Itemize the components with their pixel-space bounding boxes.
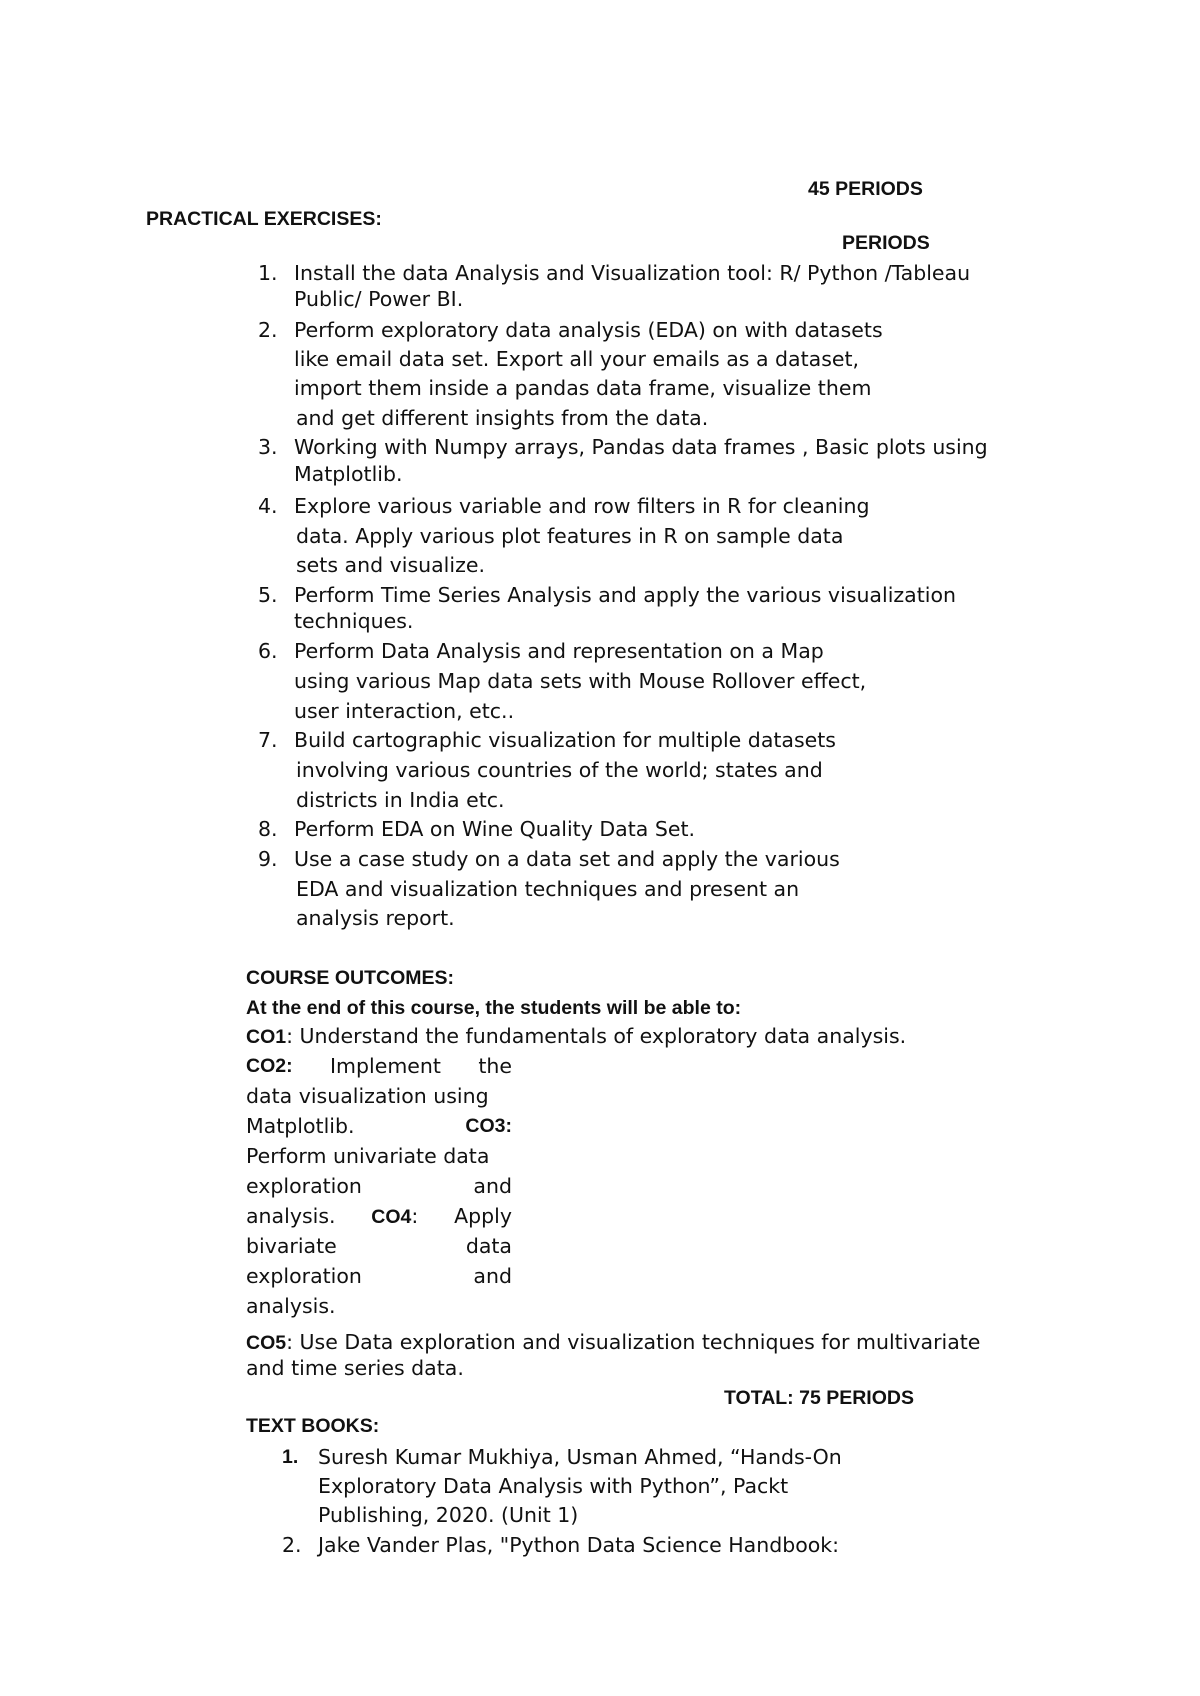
- justified-line: [246, 1261, 512, 1291]
- co5-line-2: and time series data.: [246, 1356, 464, 1380]
- co4-label: CO4: [371, 1206, 412, 1228]
- list-item-line: Exploratory Data Analysis with Python”, Packt: [318, 1474, 789, 1498]
- word: exploration: [246, 1264, 362, 1288]
- list-item-line: Explore various variable and row filters in R for cleaning: [294, 494, 870, 518]
- list-item-line: data. Apply various plot features in R on sample data: [296, 524, 844, 548]
- list-item-line: Matplotlib.: [294, 462, 403, 486]
- co1-label: CO1: [246, 1026, 287, 1048]
- list-item-line: Jake Vander Plas, "Python Data Science Handbook:: [318, 1533, 840, 1557]
- list-item-line: involving various countries of the world; states and: [296, 758, 823, 782]
- word: :: [411, 1204, 419, 1228]
- list-item-line: Working with Numpy arrays, Pandas data frames , Basic plots using: [294, 435, 988, 459]
- text-books-heading: TEXT BOOKS:: [246, 1415, 380, 1437]
- list-item-line: Use a case study on a data set and apply the various: [294, 847, 840, 871]
- justified-line: [246, 1081, 512, 1111]
- word: data visualization using: [246, 1084, 489, 1108]
- list-item-line: import them inside a pandas data frame, visualize them: [294, 376, 872, 400]
- list-item-number: 9.: [258, 847, 278, 871]
- word: analysis.: [246, 1204, 336, 1228]
- list-item-number: 3.: [258, 435, 278, 459]
- list-item-line: Public/ Power BI.: [294, 287, 464, 311]
- co5-line: [246, 1329, 980, 1356]
- list-item-line: districts in India etc.: [296, 788, 505, 812]
- course-outcomes-heading: COURSE OUTCOMES:: [246, 967, 455, 989]
- total-periods: TOTAL: 75 PERIODS: [724, 1387, 914, 1409]
- list-item-line: Perform Time Series Analysis and apply the various visualization: [294, 583, 956, 607]
- co5-label: CO5: [246, 1332, 287, 1354]
- theory-periods: 45 PERIODS: [808, 178, 923, 200]
- list-item-line: using various Map data sets with Mouse Rollover effect,: [294, 669, 867, 693]
- practical-exercises-heading: PRACTICAL EXERCISES:: [146, 208, 382, 230]
- list-item-line: Perform exploratory data analysis (EDA) on with datasets: [294, 318, 883, 342]
- list-item-line: Suresh Kumar Mukhiya, Usman Ahmed, “Hands-On: [318, 1445, 842, 1469]
- justified-line: [246, 1111, 512, 1141]
- justified-line: [246, 1171, 512, 1201]
- list-item-line: and get different insights from the data.: [296, 406, 709, 430]
- word: analysis.: [246, 1294, 336, 1318]
- word: and: [473, 1174, 512, 1198]
- word: bivariate: [246, 1234, 337, 1258]
- course-outcomes-intro: At the end of this course, the students will be able to:: [246, 997, 742, 1019]
- list-item-number: 5.: [258, 583, 278, 607]
- list-item-number: 8.: [258, 817, 278, 841]
- list-item-number: 7.: [258, 728, 278, 752]
- justified-line: [246, 1291, 512, 1321]
- list-item-number: 1.: [258, 261, 278, 285]
- co2-co4-justified-block: [246, 1051, 512, 1321]
- list-item-line: analysis report.: [296, 906, 455, 930]
- list-item-line: Install the data Analysis and Visualization tool: R/ Python /Tableau: [294, 261, 971, 285]
- list-item-line: user interaction, etc..: [294, 699, 515, 723]
- justified-line: [246, 1051, 512, 1081]
- co1-text: : Understand the fundamentals of exploratory data analysis.: [286, 1024, 907, 1048]
- list-item-line: Build cartographic visualization for multiple datasets: [294, 728, 836, 752]
- word: the: [478, 1054, 512, 1078]
- list-item-line: Publishing, 2020. (Unit 1): [318, 1503, 579, 1527]
- co3-label: CO3:: [465, 1115, 512, 1137]
- word: Implement: [329, 1054, 441, 1078]
- list-item-number: 4.: [258, 494, 278, 518]
- word: data: [465, 1234, 512, 1258]
- list-item-line: techniques.: [294, 609, 414, 633]
- justified-line: [246, 1141, 512, 1171]
- list-item-line: Perform EDA on Wine Quality Data Set.: [294, 817, 696, 841]
- list-item-line: EDA and visualization techniques and present an: [296, 877, 800, 901]
- word: Apply: [454, 1204, 512, 1228]
- list-item-number: 6.: [258, 639, 278, 663]
- word: Perform univariate data: [246, 1144, 490, 1168]
- co5-text: : Use Data exploration and visualization techniques for multivariate: [286, 1330, 981, 1354]
- co4-label-group: [371, 1201, 418, 1231]
- list-item-number: 2.: [282, 1533, 302, 1557]
- list-item-number: 1.: [282, 1446, 299, 1468]
- justified-line: [246, 1201, 512, 1231]
- co2-label: CO2:: [246, 1055, 293, 1077]
- word: and: [473, 1264, 512, 1288]
- practical-periods-label: PERIODS: [842, 232, 930, 254]
- list-item-line: sets and visualize.: [296, 553, 485, 577]
- word: exploration: [246, 1174, 362, 1198]
- list-item-number: 2.: [258, 318, 278, 342]
- co1-line: [246, 1023, 906, 1050]
- list-item-line: like email data set. Export all your emails as a dataset,: [294, 347, 860, 371]
- word: Matplotlib.: [246, 1114, 355, 1138]
- justified-line: [246, 1231, 512, 1261]
- list-item-line: Perform Data Analysis and representation on a Map: [294, 639, 824, 663]
